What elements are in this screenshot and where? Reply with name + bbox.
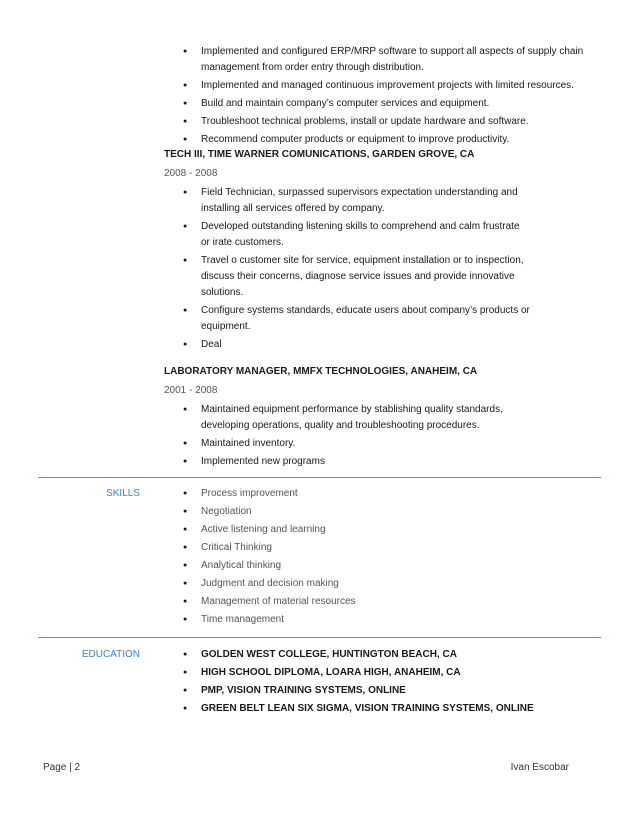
list-item: ● Management of material resources (164, 594, 531, 610)
list-item: ● Build and maintain company’s computer services and equipment. (164, 96, 611, 112)
list-item: ● GOLDEN WEST COLLEGE, HUNTINGTON BEACH, CA (164, 647, 611, 663)
education-list (164, 647, 611, 719)
section-divider (38, 477, 601, 478)
list-item: ● Process improvement (164, 486, 531, 502)
list-item: ● Active listening and learning (164, 522, 531, 538)
footer-name: Ivan Escobar (510, 762, 569, 773)
skills-list (164, 486, 531, 630)
skills-heading: SKILLS (106, 488, 140, 499)
job-title: TECH III, TIME WARNER COMUNICATIONS, GARDEN GROVE, CA (164, 149, 475, 160)
job-title: LABORATORY MANAGER, MMFX TECHNOLOGIES, ANAHEIM, CA (164, 366, 478, 377)
list-item: ● Time management (164, 612, 531, 628)
list-item: ● Maintained equipment performance by stablishing quality standards, developing operations, quality and troubleshooting procedures. (164, 402, 531, 434)
list-item: ● Analytical thinking (164, 558, 531, 574)
list-item: ● Negotiation (164, 504, 531, 520)
list-item: ● Configure systems standards, educate users about company’s products or equipment. (164, 303, 531, 335)
list-item: ● Implemented and configured ERP/MRP software to support all aspects of supply chain management from order entry through distribution. (164, 44, 611, 76)
list-item: ● HIGH SCHOOL DIPLOMA, LOARA HIGH, ANAHEIM, CA (164, 665, 611, 681)
job-dates: 2001 - 2008 (164, 385, 218, 396)
list-item: ● Critical Thinking (164, 540, 531, 556)
list-item: ● Implemented new programs (164, 454, 531, 470)
list-item: ● Deal (164, 337, 531, 353)
job-dates: 2008 - 2008 (164, 168, 218, 179)
list-item: ● Recommend computer products or equipment to improve productivity. (164, 132, 611, 148)
section-divider (38, 637, 601, 638)
list-item: ● Implemented and managed continuous improvement projects with limited resources. (164, 78, 611, 94)
list-item: ● Travel o customer site for service, equipment installation or to inspection, discuss their concerns, diagnose service issues and provide innovative solutions. (164, 253, 531, 301)
footer-page-number: Page | 2 (43, 762, 81, 773)
previous-job-bullets (164, 44, 611, 150)
list-item: ● Judgment and decision making (164, 576, 531, 592)
education-heading: EDUCATION (81, 649, 140, 660)
list-item: ● GREEN BELT LEAN SIX SIGMA, VISION TRAINING SYSTEMS, ONLINE (164, 701, 611, 717)
list-item: ● Developed outstanding listening skills to comprehend and calm frustrate or irate customers. (164, 219, 531, 251)
job-entry (0, 148, 584, 355)
job-entry (0, 365, 584, 472)
list-item: ● Maintained inventory. (164, 436, 531, 452)
list-item: ● Field Technician, surpassed supervisors expectation understanding and installing all services offered by company. (164, 185, 531, 217)
list-item: ● Troubleshoot technical problems, install or update hardware and software. (164, 114, 611, 130)
list-item: ● PMP, VISION TRAINING SYSTEMS, ONLINE (164, 683, 611, 699)
